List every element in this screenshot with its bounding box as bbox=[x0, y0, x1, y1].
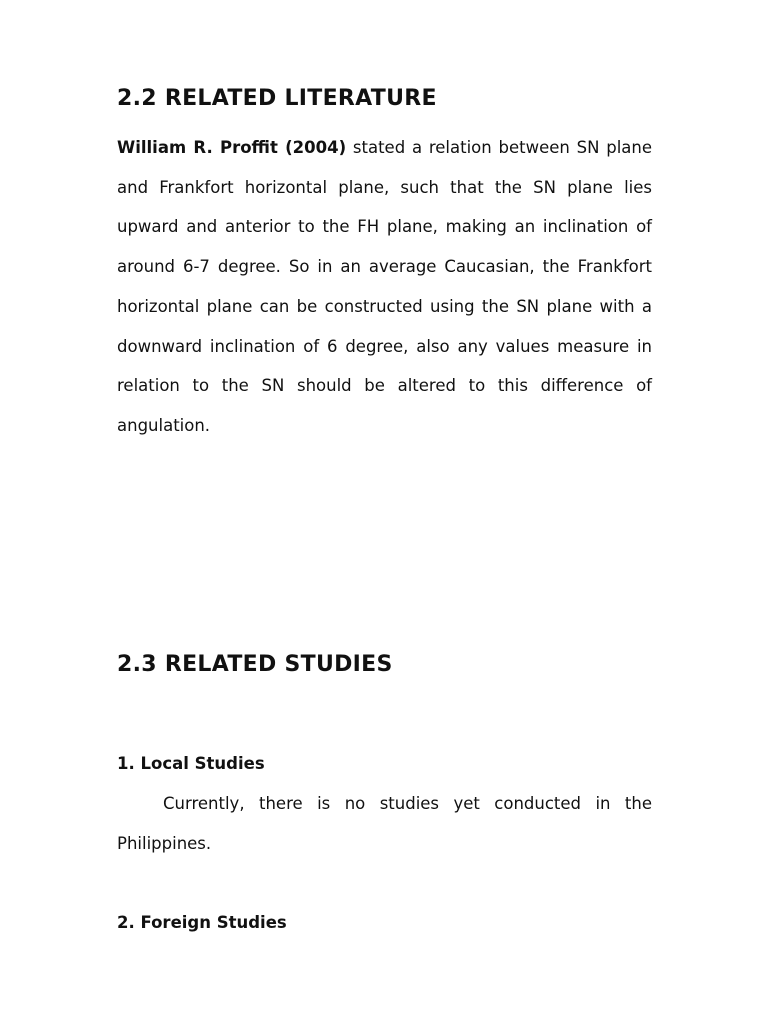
section-heading-related-literature: 2.2 RELATED LITERATURE bbox=[117, 86, 437, 111]
subheading-local-studies: 1. Local Studies bbox=[117, 754, 265, 773]
local-studies-paragraph: Currently, there is no studies yet conducted in the Philippines. bbox=[117, 794, 652, 853]
related-literature-body: stated a relation between SN plane and Frankfort horizontal plane, such that the SN plane lies upward and anterior to the FH plane, making an inclination of around 6-7 degree. So in an average Caucasian, the Frankfort horizontal plane can be constructed using the SN plane with a downward inclination of 6 degree, also any values measure in relation to the SN should be altered to this difference of angulation. bbox=[117, 138, 652, 435]
section-heading-related-studies: 2.3 RELATED STUDIES bbox=[117, 652, 393, 677]
subheading-foreign-studies: 2. Foreign Studies bbox=[117, 913, 287, 932]
citation-author: William R. Proffit (2004) bbox=[117, 138, 347, 157]
related-literature-paragraph bbox=[117, 128, 652, 446]
